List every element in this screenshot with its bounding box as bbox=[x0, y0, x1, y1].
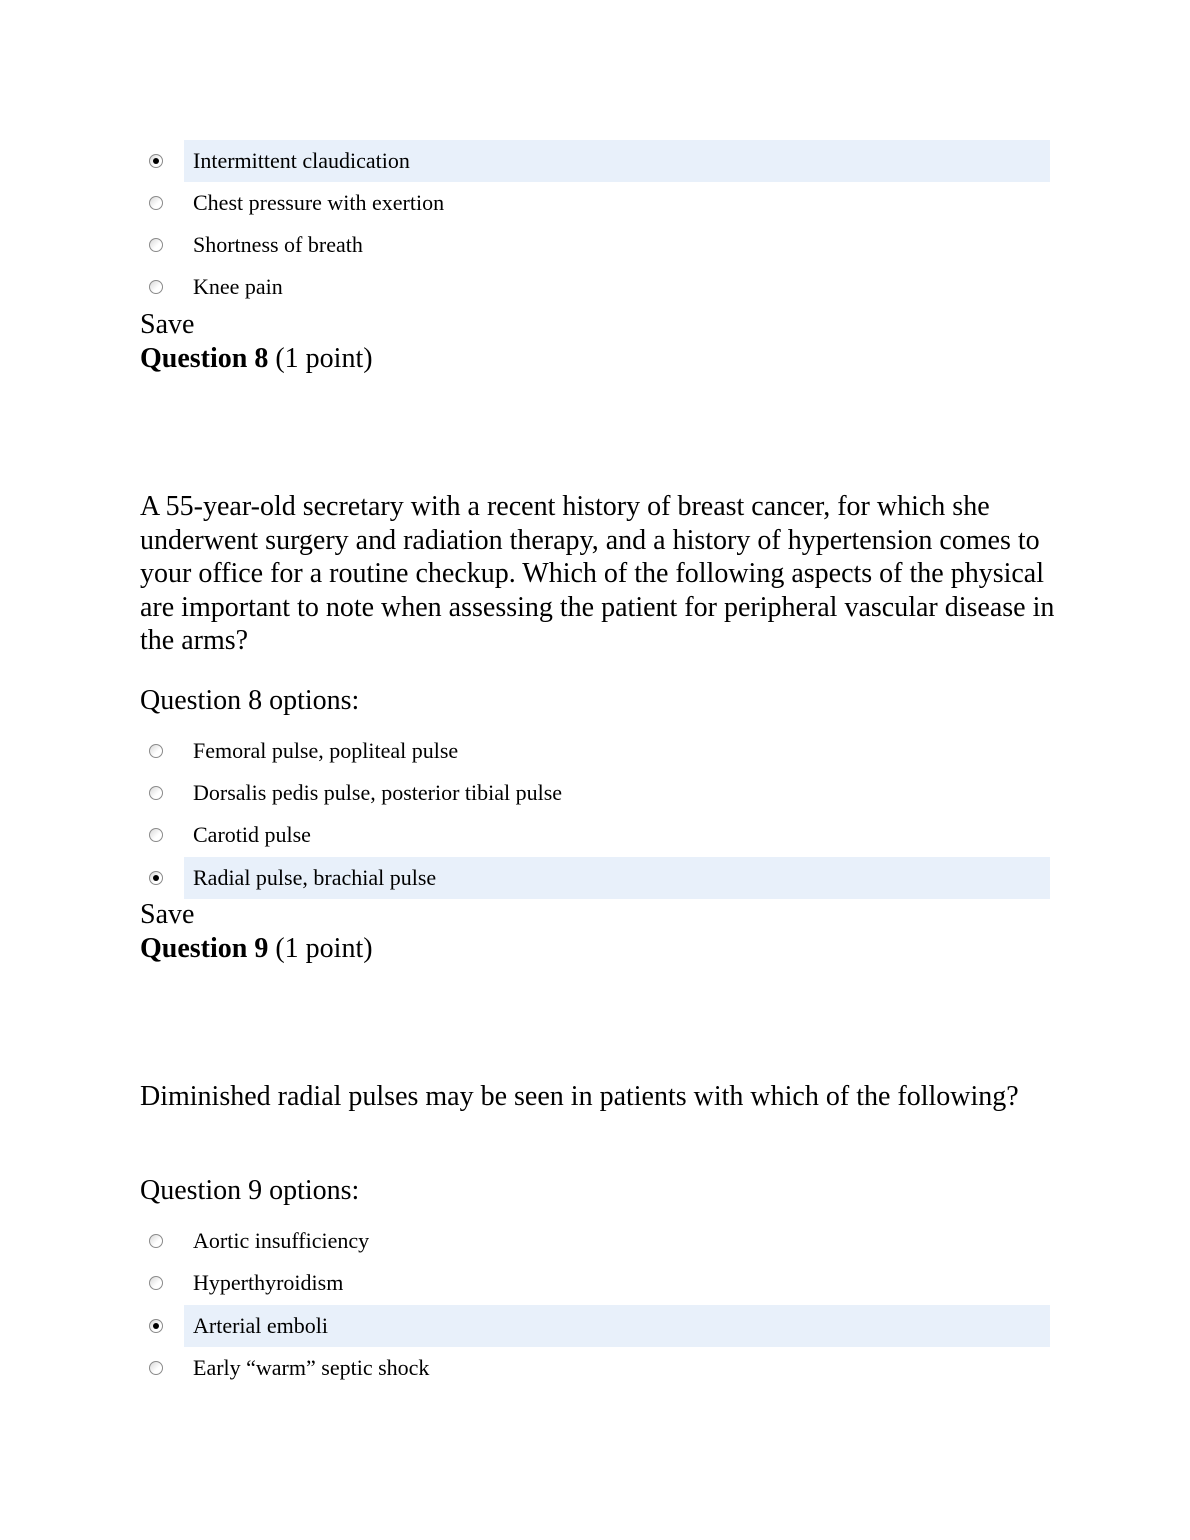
q8-options-label: Question 8 options: bbox=[140, 685, 360, 716]
option-label: Carotid pulse bbox=[193, 822, 311, 847]
option-label: Aortic insufficiency bbox=[193, 1228, 370, 1253]
q9-options-label: Question 9 options: bbox=[140, 1175, 360, 1206]
q9-points: (1 point) bbox=[275, 933, 373, 964]
option-label: Chest pressure with exertion bbox=[193, 190, 445, 215]
radio-cell[interactable] bbox=[140, 1347, 184, 1389]
q8-title: Question 8 bbox=[140, 343, 269, 374]
q8-question-text: A 55-year-old secretary with a recent history of breast cancer, for which she underwent surgery and radiation therapy, and a history of hypertension comes to your office for a routine checkup. Which of the following aspects of the physical are important to note when assessing the patient for peripheral vascular disease in the arms? bbox=[140, 491, 1055, 657]
q9-option-3[interactable] bbox=[140, 1305, 1050, 1347]
q8-option-2[interactable] bbox=[140, 772, 1050, 814]
radio-cell[interactable] bbox=[140, 772, 184, 814]
radio-button-icon[interactable] bbox=[149, 871, 163, 885]
radio-button-icon[interactable] bbox=[149, 238, 163, 252]
option-label: Intermittent claudication bbox=[193, 148, 410, 173]
q9-question-text: Diminished radial pulses may be seen in patients with which of the following? bbox=[140, 1081, 1019, 1112]
q7-option-2[interactable] bbox=[140, 182, 1050, 224]
option-label: Dorsalis pedis pulse, posterior tibial pulse bbox=[193, 780, 563, 805]
q8-option-3[interactable] bbox=[140, 814, 1050, 856]
q8-heading bbox=[140, 342, 373, 376]
radio-cell[interactable] bbox=[140, 730, 184, 772]
radio-button-icon[interactable] bbox=[149, 1276, 163, 1290]
radio-button-icon[interactable] bbox=[149, 280, 163, 294]
option-label: Shortness of breath bbox=[193, 232, 363, 257]
radio-button-icon[interactable] bbox=[149, 1234, 163, 1248]
option-label: Hyperthyroidism bbox=[193, 1270, 344, 1295]
radio-button-icon[interactable] bbox=[149, 786, 163, 800]
q8-option-1[interactable] bbox=[140, 730, 1050, 772]
q9-title: Question 9 bbox=[140, 933, 269, 964]
option-label: Knee pain bbox=[193, 274, 283, 299]
q8-save-button[interactable]: Save bbox=[140, 899, 195, 930]
q9-heading bbox=[140, 932, 373, 966]
radio-button-icon[interactable] bbox=[149, 154, 163, 168]
radio-cell[interactable] bbox=[140, 224, 184, 266]
radio-button-icon[interactable] bbox=[149, 828, 163, 842]
option-label: Arterial emboli bbox=[193, 1313, 329, 1338]
radio-cell[interactable] bbox=[140, 857, 184, 899]
option-label: Radial pulse, brachial pulse bbox=[193, 865, 437, 890]
q8-option-4[interactable] bbox=[140, 857, 1050, 899]
q9-option-2[interactable] bbox=[140, 1262, 1050, 1304]
q7-option-4[interactable] bbox=[140, 266, 1050, 308]
q9-option-1[interactable] bbox=[140, 1220, 1050, 1262]
radio-cell[interactable] bbox=[140, 814, 184, 856]
radio-button-icon[interactable] bbox=[149, 196, 163, 210]
option-label: Early “warm” septic shock bbox=[193, 1355, 430, 1380]
radio-button-icon[interactable] bbox=[149, 744, 163, 758]
radio-cell[interactable] bbox=[140, 140, 184, 182]
option-label: Femoral pulse, popliteal pulse bbox=[193, 738, 459, 763]
q7-save-button[interactable]: Save bbox=[140, 309, 195, 340]
q7-option-3[interactable] bbox=[140, 224, 1050, 266]
radio-cell[interactable] bbox=[140, 1220, 184, 1262]
q9-option-4[interactable] bbox=[140, 1347, 1050, 1389]
radio-cell[interactable] bbox=[140, 266, 184, 308]
q7-option-1[interactable] bbox=[140, 140, 1050, 182]
radio-cell[interactable] bbox=[140, 1262, 184, 1304]
radio-button-icon[interactable] bbox=[149, 1319, 163, 1333]
radio-cell[interactable] bbox=[140, 182, 184, 224]
radio-button-icon[interactable] bbox=[149, 1361, 163, 1375]
radio-cell[interactable] bbox=[140, 1305, 184, 1347]
q8-points: (1 point) bbox=[275, 343, 373, 374]
